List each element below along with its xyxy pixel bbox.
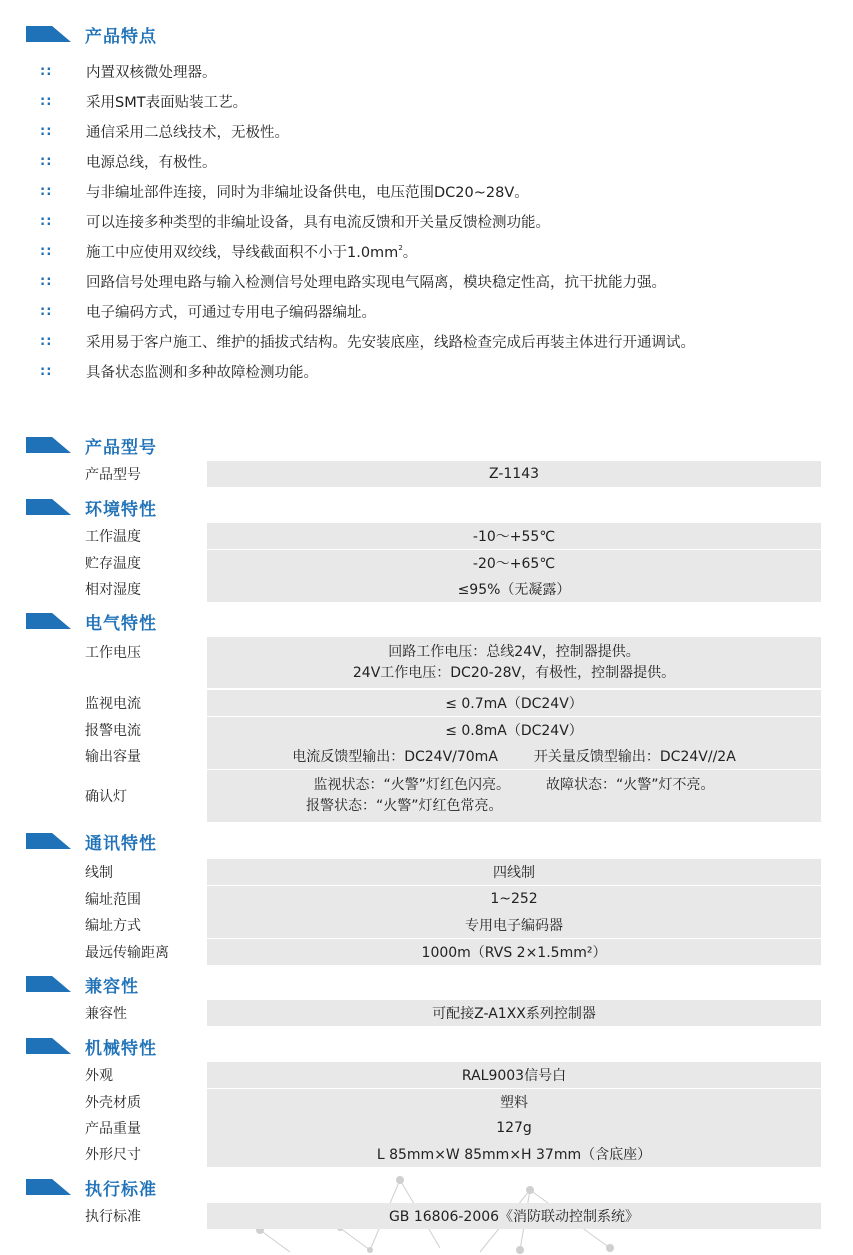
- row-value: [207, 743, 821, 769]
- section-title: 环境特性: [85, 499, 157, 520]
- section-marker-icon: [26, 613, 71, 629]
- bullet-icon: ::: [40, 153, 53, 169]
- bullet-icon: ::: [40, 183, 53, 199]
- section-marker-icon: [26, 833, 71, 849]
- list-item-text: 回路信号处理电路与输入检测信号处理电路实现电气隔离，模块稳定性高，抗干扰能力强。: [86, 274, 666, 291]
- table-row: [85, 939, 821, 965]
- list-item-text: 通信采用二总线技术，无极性。: [86, 124, 289, 141]
- table-row: [85, 550, 821, 576]
- row-label: 监视电流: [85, 696, 141, 712]
- section-marker-icon: [26, 1179, 71, 1195]
- list-item: [40, 270, 666, 292]
- row-value: ≤ 0.7mA（DC24V）: [207, 690, 821, 716]
- bullet-icon: ::: [40, 93, 53, 109]
- row-value: RAL9003信号白: [207, 1062, 821, 1088]
- section-marker-icon: [26, 976, 71, 992]
- table-row: [85, 637, 821, 688]
- table-row: [85, 576, 821, 602]
- row-value: 塑料: [207, 1089, 821, 1115]
- list-item: [40, 360, 318, 382]
- row-label: 报警电流: [85, 723, 141, 739]
- row-value: -10～+55℃: [207, 523, 821, 549]
- list-item: [40, 330, 695, 352]
- row-value: 1000m（RVS 2×1.5mm²）: [207, 939, 821, 965]
- list-item-text: 电子编码方式，可通过专用电子编码器编址。: [86, 304, 376, 321]
- lamp-fault-state: 故障状态：“火警”灯不亮。: [546, 777, 715, 793]
- section-header-features: [26, 23, 157, 45]
- list-item: [40, 210, 550, 232]
- table-row: [85, 1115, 821, 1141]
- list-item: [40, 90, 247, 112]
- output-current-feedback: 电流反馈型输出：DC24V/70mA: [292, 749, 498, 765]
- row-value: ≤95%（无凝露）: [207, 576, 821, 602]
- row-value: 可配接Z-A1XX系列控制器: [207, 1000, 821, 1026]
- list-item: [40, 150, 217, 172]
- table-row: [85, 743, 821, 769]
- row-label: 输出容量: [85, 749, 141, 765]
- row-value: ≤ 0.8mA（DC24V）: [207, 717, 821, 743]
- list-item: [40, 300, 376, 322]
- table-row: [85, 886, 821, 912]
- row-value: L 85mm×W 85mm×H 37mm（含底座）: [207, 1141, 821, 1167]
- section-marker-icon: [26, 437, 71, 453]
- list-item: [40, 60, 217, 82]
- section-header-standard: [26, 1176, 157, 1198]
- row-label: 外壳材质: [85, 1095, 141, 1111]
- section-header-compat: [26, 973, 139, 995]
- row-value: GB 16806-2006《消防联动控制系统》: [207, 1203, 821, 1229]
- section-title: 执行标准: [85, 1179, 157, 1200]
- table-row: [85, 912, 821, 938]
- row-label: 产品重量: [85, 1121, 141, 1137]
- row-value: [207, 637, 821, 688]
- row-value: 专用电子编码器: [207, 912, 821, 938]
- table-row: [85, 1203, 821, 1229]
- section-title: 兼容性: [85, 976, 139, 997]
- row-label: 编址方式: [85, 918, 141, 934]
- row-value: Z-1143: [207, 461, 821, 487]
- section-header-model: [26, 434, 157, 456]
- list-item-text: 采用SMT表面贴装工艺。: [86, 94, 248, 111]
- table-row: [85, 461, 821, 487]
- section-header-environment: [26, 496, 157, 518]
- section-title: 电气特性: [85, 613, 157, 634]
- table-row: [85, 523, 821, 549]
- list-item: [40, 240, 417, 262]
- superscript: 2: [398, 243, 403, 252]
- table-row: [85, 1062, 821, 1088]
- row-label: 工作电压: [85, 645, 141, 661]
- section-header-communication: [26, 830, 157, 852]
- list-item-text: 可以连接多种类型的非编址设备，具有电流反馈和开关量反馈检测功能。: [86, 214, 550, 231]
- list-item-text: 电源总线，有极性。: [86, 154, 217, 171]
- bullet-icon: ::: [40, 333, 53, 349]
- section-title: 产品特点: [85, 26, 157, 47]
- row-label: 外形尺寸: [85, 1147, 141, 1163]
- row-label: 贮存温度: [85, 556, 141, 572]
- table-row: [85, 717, 821, 743]
- section-marker-icon: [26, 499, 71, 515]
- bullet-icon: ::: [40, 303, 53, 319]
- table-row: [85, 690, 821, 716]
- list-item-text: 施工中应使用双绞线，导线截面积不小于$1.0mm^2$。: [86, 243, 418, 261]
- row-label: 最远传输距离: [85, 945, 169, 961]
- row-label: 相对湿度: [85, 582, 141, 598]
- list-item: [40, 180, 529, 202]
- table-row: [85, 770, 821, 822]
- bullet-icon: ::: [40, 243, 53, 259]
- bullet-icon: ::: [40, 273, 53, 289]
- lamp-alarm-state: 报警状态：“火警”灯红色常亮。: [306, 798, 503, 814]
- row-value: 四线制: [207, 859, 821, 885]
- bullet-icon: ::: [40, 213, 53, 229]
- list-item-text: 内置双核微处理器。: [86, 64, 217, 81]
- table-row: [85, 859, 821, 885]
- bullet-icon: ::: [40, 63, 53, 79]
- bullet-icon: ::: [40, 363, 53, 379]
- table-row: [85, 1089, 821, 1115]
- table-row: [85, 1000, 821, 1026]
- row-label: 编址范围: [85, 892, 141, 908]
- bullet-icon: ::: [40, 123, 53, 139]
- section-header-mechanical: [26, 1035, 157, 1057]
- row-value: 1~252: [207, 886, 821, 912]
- row-value: [207, 770, 821, 822]
- row-label: 兼容性: [85, 1006, 127, 1022]
- section-header-electrical: [26, 610, 157, 632]
- section-marker-icon: [26, 1038, 71, 1054]
- section-title: 通讯特性: [85, 833, 157, 854]
- voltage-line-1: 回路工作电压：总线24V，控制器提供。: [388, 643, 640, 660]
- voltage-line-2: 24V工作电压：DC20-28V，有极性，控制器提供。: [352, 664, 676, 681]
- row-label: 工作温度: [85, 529, 141, 545]
- list-item: [40, 120, 289, 142]
- row-value: -20～+65℃: [207, 550, 821, 576]
- row-value: 127g: [207, 1115, 821, 1141]
- section-title: 产品型号: [85, 437, 157, 458]
- row-label: 产品型号: [85, 467, 141, 483]
- list-item-text: 具备状态监测和多种故障检测功能。: [86, 364, 318, 381]
- row-label: 外观: [85, 1068, 113, 1084]
- output-switch-feedback: 开关量反馈型输出：DC24V//2A: [533, 749, 736, 765]
- lamp-monitor-state: 监视状态：“火警”灯红色闪亮。: [313, 777, 510, 793]
- section-marker-icon: [26, 26, 71, 42]
- row-label: 执行标准: [85, 1209, 141, 1225]
- list-item-text: 与非编址部件连接，同时为非编址设备供电，电压范围DC20~28V。: [86, 184, 529, 201]
- row-label: 线制: [85, 865, 113, 881]
- section-title: 机械特性: [85, 1038, 157, 1059]
- list-item-text: 采用易于客户施工、维护的插拔式结构。先安装底座，线路检查完成后再装主体进行开通调试。: [86, 334, 695, 351]
- row-label: 确认灯: [85, 789, 127, 805]
